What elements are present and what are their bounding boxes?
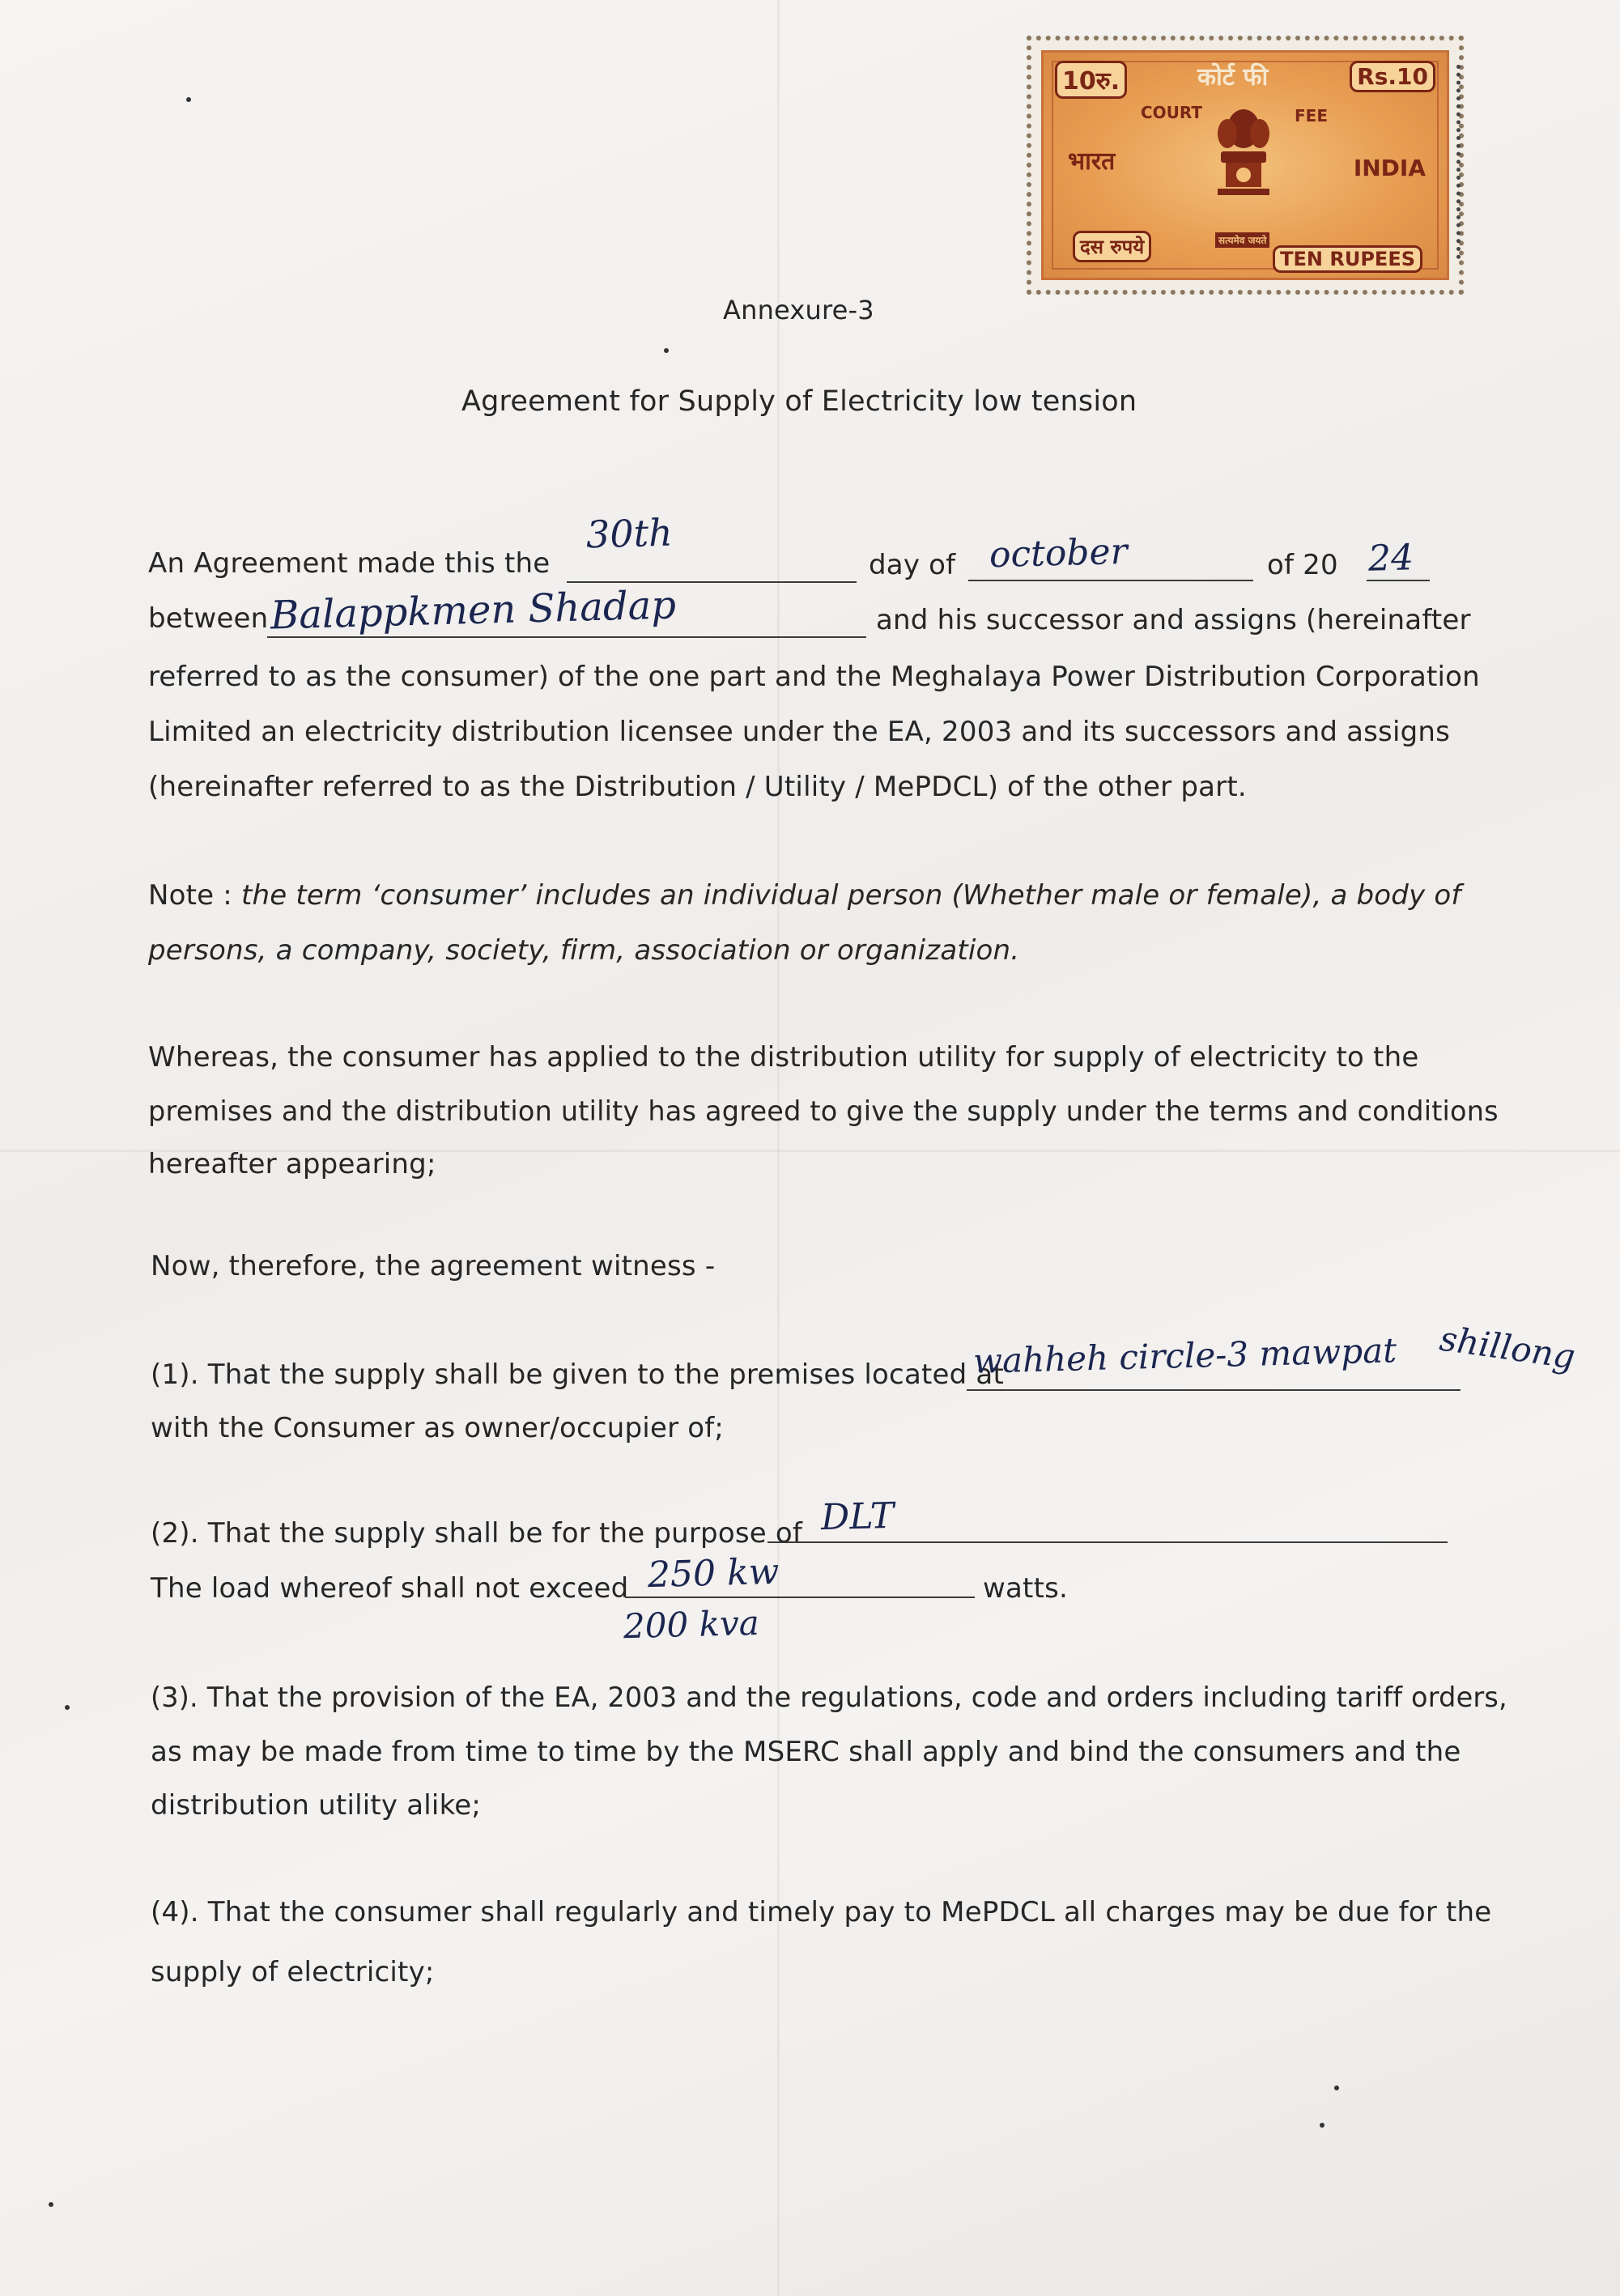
handwritten-location-b: shillong: [1437, 1318, 1578, 1377]
para1-line3: referred to as the consumer) of the one part and the Meghalaya Power Distribution Corporation: [148, 661, 1480, 693]
para1-line5: (hereinafter referred to as the Distribution / Utility / MePDCL) of the other part.: [148, 771, 1247, 803]
para1-line2b: and his successor and assigns (hereinafter: [876, 604, 1471, 636]
stamp-value-hindi: 10रु.: [1055, 61, 1127, 99]
handwritten-year: 24: [1367, 537, 1414, 580]
ink-speck: [186, 97, 191, 102]
month-blank: [968, 580, 1253, 581]
para1-line1b: day of: [869, 549, 956, 581]
day-blank: [567, 581, 857, 583]
stamp-title-hindi: कोर्ट फी: [1197, 63, 1269, 91]
ink-speck: [1320, 2123, 1324, 2128]
clause4-line1: (4). That the consumer shall regularly and timely pay to MePDCL all charges may be due for the: [151, 1896, 1492, 1928]
handwritten-consumer: Balappkmen Shadap: [270, 582, 677, 639]
note-line1: the term ‘consumer’ includes an individual person (Whether male or female), a body of: [240, 879, 1461, 912]
para1-line1a: An Agreement made this the: [148, 547, 551, 580]
ink-speck: [1334, 2086, 1339, 2090]
now-therefore: Now, therefore, the agreement witness -: [151, 1250, 716, 1282]
clause3-line2: as may be made from time to time by the MSERC shall apply and bind the consumers and the: [151, 1736, 1461, 1768]
handwritten-purpose: DLT: [820, 1495, 895, 1539]
handwritten-location-a: wahheh circle-3 mawpat: [972, 1330, 1397, 1381]
whereas-line1: Whereas, the consumer has applied to the distribution utility for supply of electricity to the: [148, 1041, 1419, 1074]
handwritten-day: 30th: [585, 510, 674, 557]
clause2-line2a: The load whereof shall not exceed: [151, 1572, 629, 1605]
stamp-motto: सत्यमेव जयते: [1215, 232, 1269, 248]
para1-line1c: of 20: [1267, 549, 1338, 581]
clause3-line1: (3). That the provision of the EA, 2003 and the regulations, code and orders including tariff orders,: [151, 1682, 1507, 1713]
court-fee-stamp: [1027, 36, 1464, 295]
ink-speck: [49, 2202, 53, 2207]
para1-line4: Limited an electricity distribution licensee under the EA, 2003 and its successors and assigns: [148, 716, 1451, 748]
stamp-court-text: COURT: [1141, 103, 1203, 122]
load-blank: [625, 1597, 975, 1598]
stamp-value-english: Rs.10: [1350, 61, 1435, 92]
clause1-line1: (1). That the supply shall be given to the premises located at: [151, 1358, 1004, 1391]
para1-line2a: between: [148, 602, 269, 635]
stamp-country-english: INDIA: [1353, 155, 1426, 181]
document-title: Agreement for Supply of Electricity low tension: [461, 385, 1137, 418]
handwritten-load-note: 200 kva: [623, 1602, 760, 1647]
clause1-line2: with the Consumer as owner/occupier of;: [151, 1412, 725, 1444]
paper-crease: [777, 0, 780, 2296]
whereas-line3: hereafter appearing;: [148, 1148, 436, 1180]
note-line2: persons, a company, society, firm, association or organization.: [148, 934, 1020, 967]
year-blank: [1367, 580, 1430, 581]
note-paragraph: [148, 878, 1461, 915]
stamp-face: [1041, 50, 1449, 280]
ink-speck: [65, 1705, 70, 1710]
location-blank: [967, 1389, 1461, 1391]
consumer-blank: [267, 636, 866, 638]
handwritten-month: october: [989, 530, 1129, 576]
note-label: Note :: [148, 879, 232, 912]
annexure-label: Annexure-3: [723, 295, 874, 325]
stamp-amount-english: TEN RUPEES: [1273, 245, 1422, 273]
purpose-blank: [767, 1541, 1448, 1543]
stamp-country-hindi: भारत: [1068, 147, 1116, 176]
whereas-line2: premises and the distribution utility has agreed to give the supply under the terms and conditions: [148, 1095, 1499, 1127]
clause3-line3: distribution utility alike;: [151, 1789, 482, 1822]
clause4-line2: supply of electricity;: [151, 1956, 435, 1988]
stamp-fee-text: FEE: [1295, 106, 1328, 125]
clause2-line1: (2). That the supply shall be for the purpose of: [151, 1517, 803, 1550]
ink-speck: [664, 348, 669, 353]
stamp-perforation: [1456, 65, 1467, 259]
stamp-amount-hindi: दस रुपये: [1073, 231, 1151, 262]
ashoka-emblem-icon: [1210, 101, 1278, 223]
clause2-line2b: watts.: [983, 1572, 1069, 1605]
handwritten-load: 250 kw: [647, 1550, 780, 1597]
